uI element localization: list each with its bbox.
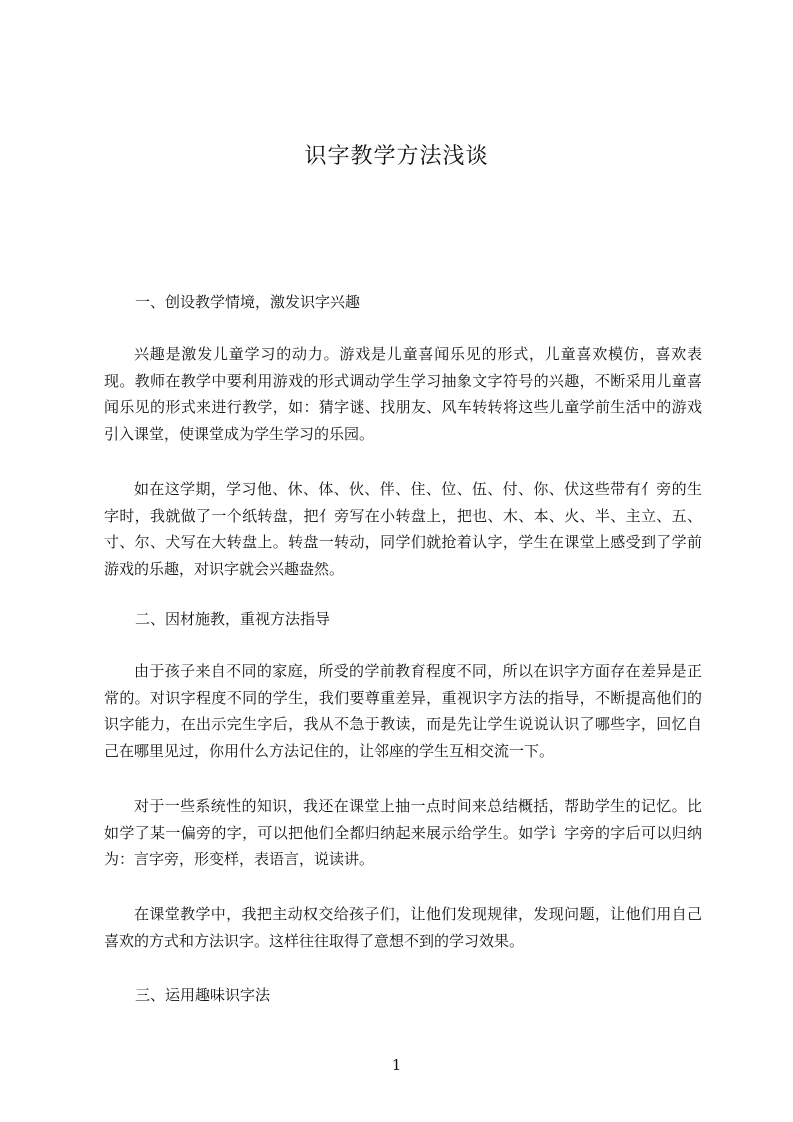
page-number: 1 — [391, 1056, 402, 1074]
section-2-paragraph-1: 由于孩子来自不同的家庭，所受的学前教育程度不同，所以在识字方面存在差异是正常的。对识字程度不同的学生，我们要尊重差异，重视识字方法的指导，不断提高他们的识字能力，在出示完生字后，我从不急于教读，而是先让学生说说认识了哪些字，回忆自己在哪里见过，你用什么方法记住的，让邻座的学生互相交流一下。 — [104, 662, 702, 760]
section-heading-2: 二、因材施教，重视方法指导 — [135, 610, 331, 628]
section-1-paragraph-1: 兴趣是激发儿童学习的动力。游戏是儿童喜闻乐见的形式，儿童喜欢模仿，喜欢表现。教师在教学中要利用游戏的形式调动学生学习抽象文字符号的兴趣，不断采用儿童喜闻乐见的形式来进行教学，如：猜字谜、找朋友、风车转转将这些儿童学前生活中的游戏引入课堂，使课堂成为学生学习的乐园。 — [104, 345, 702, 443]
section-1-paragraph-2: 如在这学期，学习他、休、体、伙、伴、住、位、伍、付、你、伏这些带有亻旁的生字时，我就做了一个纸转盘，把亻旁写在小转盘上，把也、木、本、火、半、主立、五、寸、尔、犬写在大转盘上。转盘一转动，同学们就抢着认字，学生在课堂上感受到了学前游戏的乐趣，对识字就会兴趣盎然。 — [104, 480, 702, 578]
section-2-paragraph-3: 在课堂教学中，我把主动权交给孩子们，让他们发现规律，发现问题，让他们用自己喜欢的方式和方法识字。这样往往取得了意想不到的学习效果。 — [104, 905, 702, 950]
section-2-paragraph-2: 对于一些系统性的知识，我还在课堂上抽一点时间来总结概括，帮助学生的记忆。比如学了某一偏旁的字，可以把他们全都归纳起来展示给学生。如学讠字旁的字后可以归纳为：言字旁，形变样，表语言，说读讲。 — [104, 797, 702, 868]
section-heading-1: 一、创设教学情境，激发识字兴趣 — [135, 293, 361, 311]
document-title: 识字教学方法浅谈 — [304, 144, 489, 169]
section-heading-3: 三、运用趣味识字法 — [135, 986, 271, 1004]
